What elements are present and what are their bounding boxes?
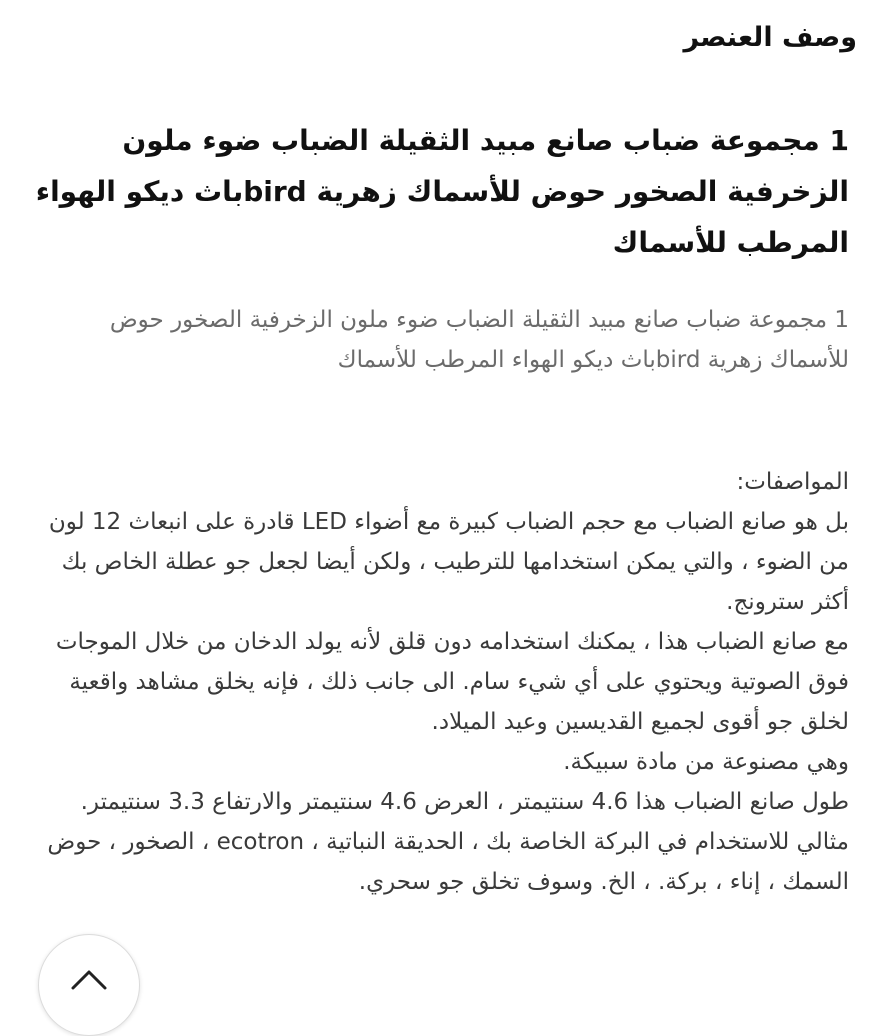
specs-paragraph: طول صانع الضباب هذا 4.6 سنتيمتر ، العرض 4.6 سنتيمتر والارتفاع 3.3 سنتيمتر. <box>80 789 849 815</box>
specs-paragraph: بل هو صانع الضباب مع حجم الضباب كبيرة مع أضواء LED قادرة على انبعاث 12 لون من الضوء ، والتي يمكن استخدامها للترطيب ، ولكن أيضا لجعل جو عطلة الخاص بك أكثر سترونج. <box>48 509 849 615</box>
specs-paragraph: مثالي للاستخدام في البركة الخاصة بك ، الحديقة النباتية ، ecotron ، الصخور ، حوض السمك ، إناء ، بركة. ، الخ. وسوف تخلق جو سحري. <box>47 829 849 895</box>
specs-heading: المواصفات: <box>736 469 849 495</box>
chevron-up-icon <box>69 967 109 991</box>
scroll-to-top-button[interactable] <box>38 934 140 1036</box>
section-title: وصف العنصر <box>683 22 857 53</box>
specifications <box>34 462 849 902</box>
specs-paragraph: وهي مصنوعة من مادة سبيكة. <box>563 749 849 775</box>
product-title: 1 مجموعة ضباب صانع مبيد الثقيلة الضباب ضوء ملون الزخرفية الصخور حوض للأسماك زهرية birdباث ديكو الهواء المرطب للأسماك <box>35 124 849 259</box>
product-subtitle: 1 مجموعة ضباب صانع مبيد الثقيلة الضباب ضوء ملون الزخرفية الصخور حوض للأسماك زهرية birdباث ديكو الهواء المرطب للأسماك <box>109 307 849 373</box>
specs-paragraph: مع صانع الضباب هذا ، يمكنك استخدامه دون قلق لأنه يولد الدخان من خلال الموجات فوق الصوتية ويحتوي على أي شيء سام. الى جانب ذلك ، فإنه يخلق مشاهد واقعية لخلق جو أقوى لجميع القديسين وعيد الميلاد. <box>55 629 849 735</box>
